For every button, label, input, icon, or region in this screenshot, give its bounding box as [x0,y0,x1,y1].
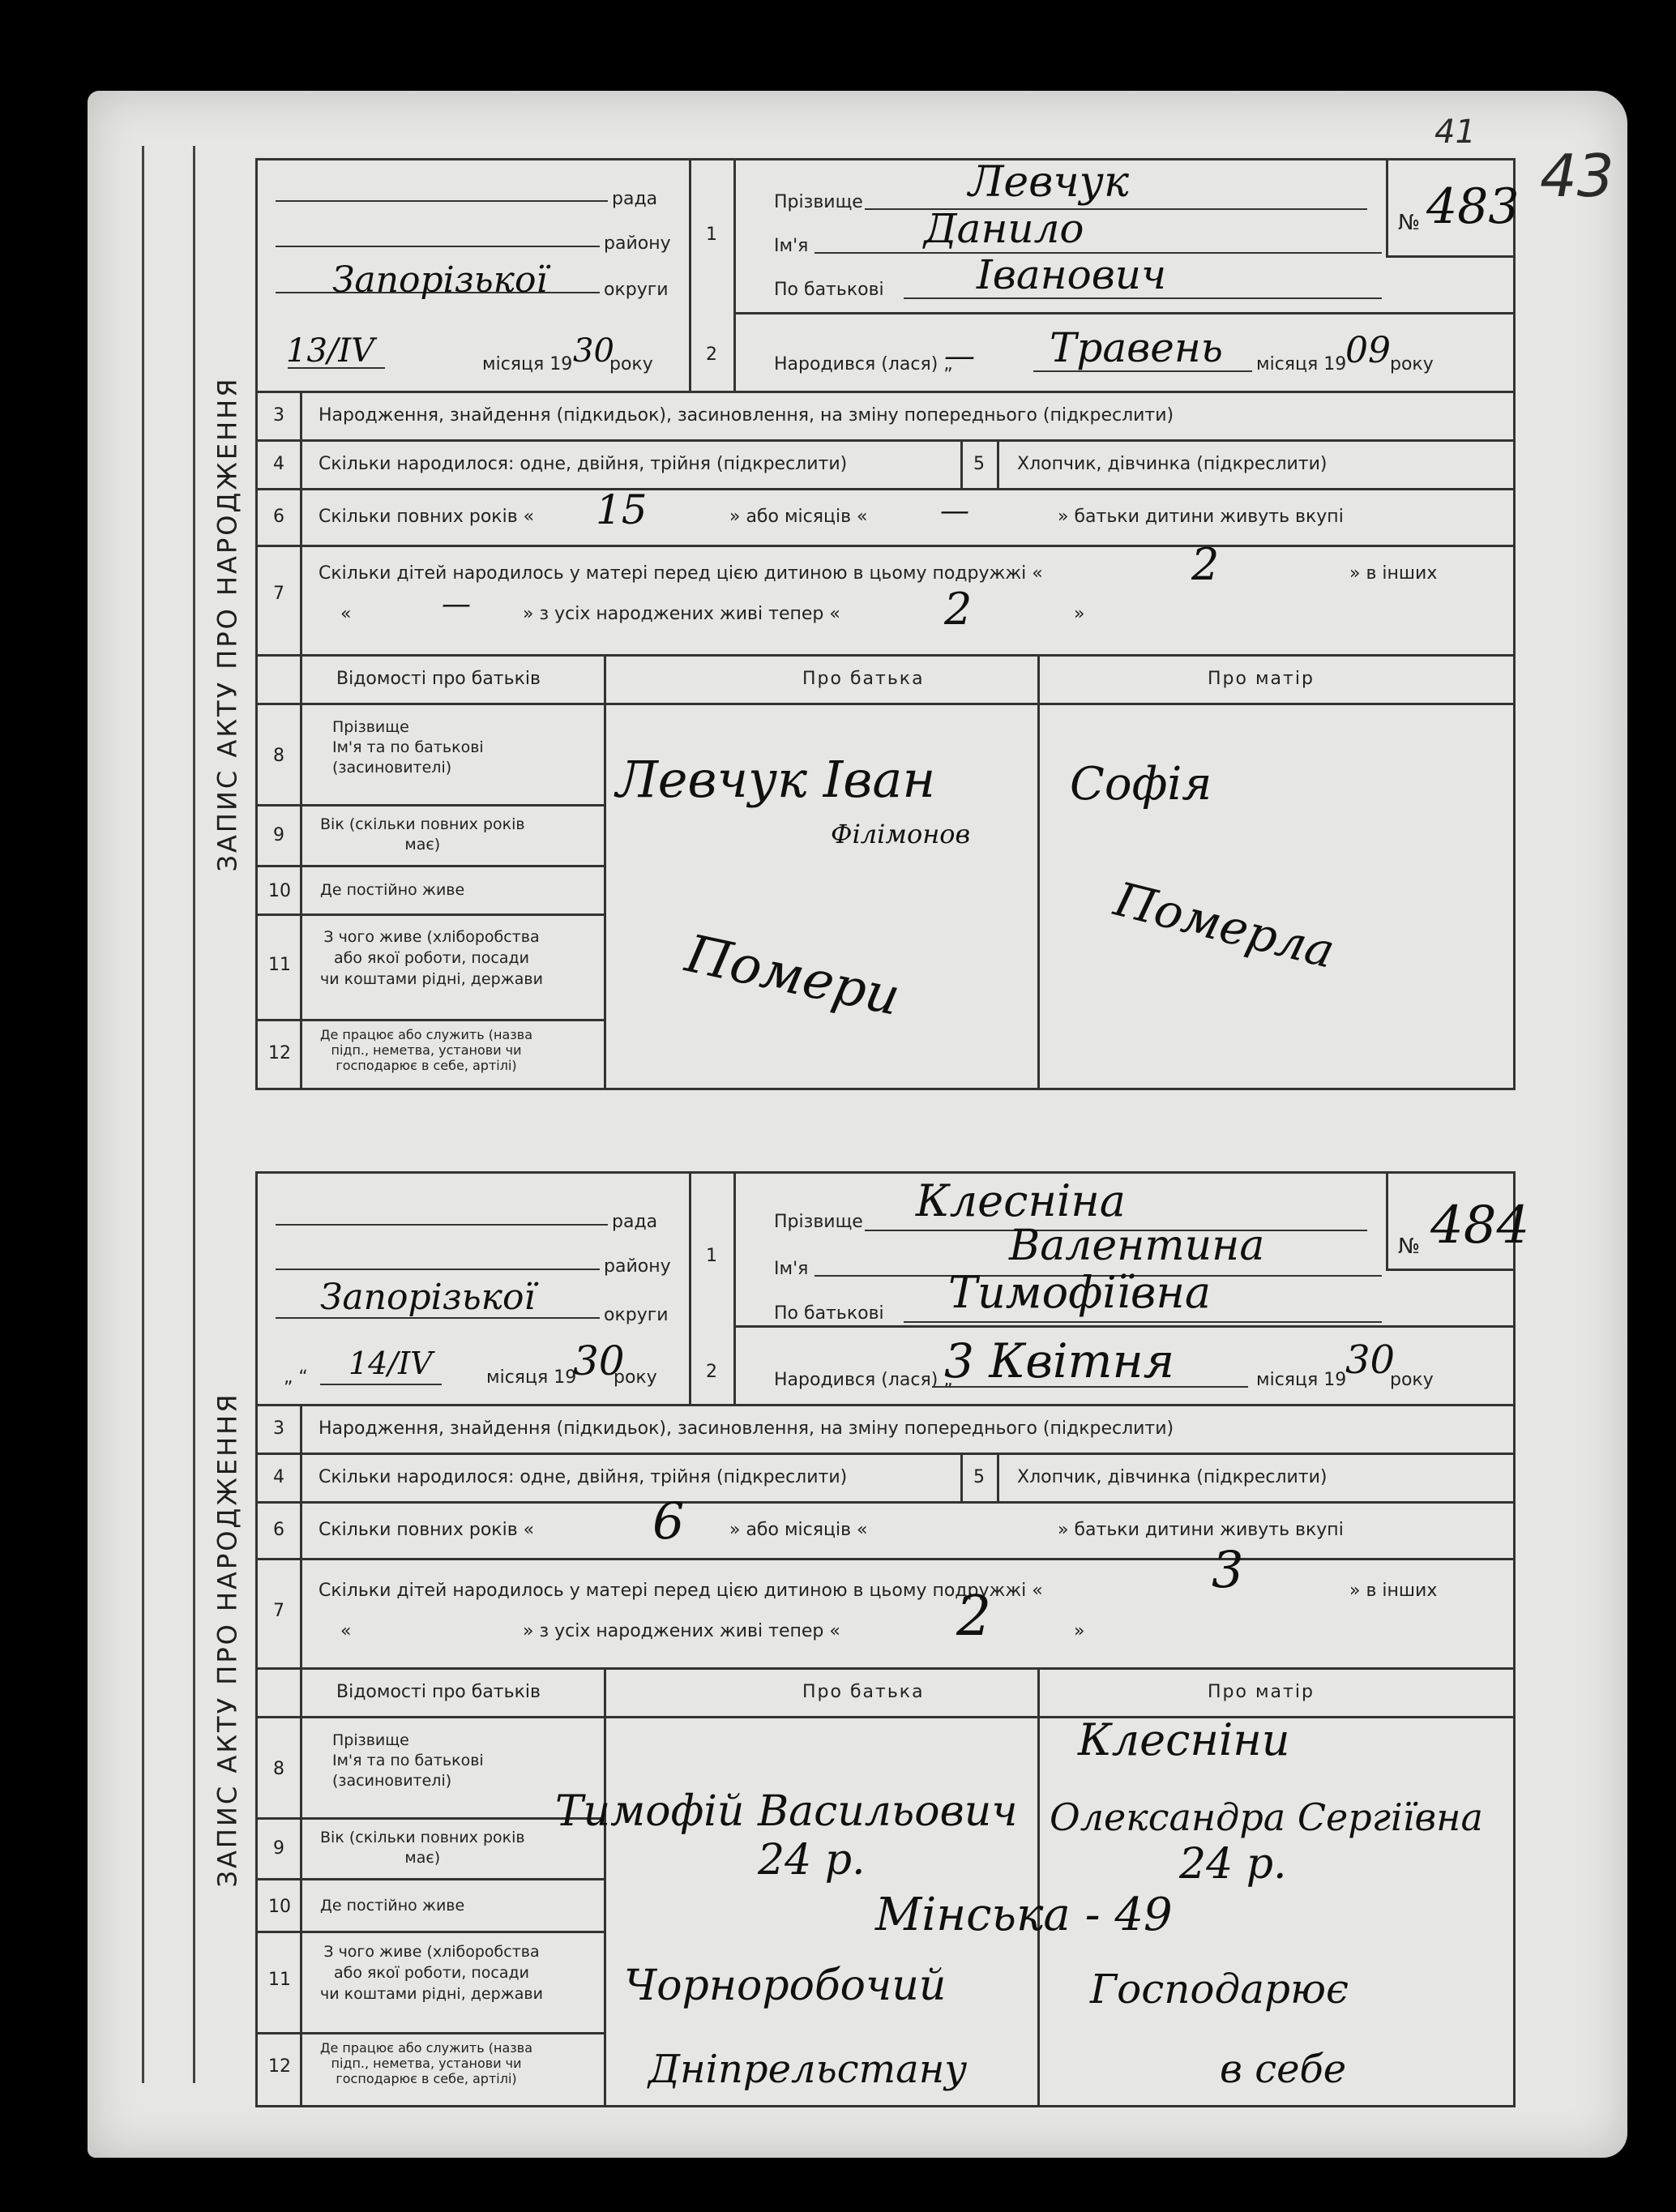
father-occupation: Чорноробочий [624,1962,947,2010]
side-title: ЗАПИС АКТУ ПРО НАРОДЖЕННЯ [212,376,243,872]
children-other: — [442,588,471,621]
record-number: 483 [1426,178,1520,235]
birth-day: — [944,338,975,374]
children-alive: 2 [956,1585,992,1649]
registration-date: 14/IV [348,1346,433,1381]
birth-day: 3 Квітня [944,1333,1175,1388]
child-patronymic: Іванович [977,251,1167,298]
months-together: — [940,494,969,528]
mother-age: 24 р. [1179,1840,1287,1889]
okruh-value: Запорізької [332,259,548,301]
birth-record-1: ЗАПИС АКТУ ПРО НАРОДЖЕННЯ рада району округи Запорізької 13/IV місяця 19 30 року 1 Прізвище Левчук Ім'я Данило По батькові Іванович № 483 2 Народився (лася) „ — Травень місяця 19 09 року 3 Народження, знайдення (підкидьок), засиновлення, на зміну попереднього (підкреслити) 4 Скільки народилося: одне, двійня, трійня (підкреслити) 5 Хлопчик, дівчинка (підкреслити) 6 Скільки повних років « 15 » або місяців « — » батьки дитини живуть вкупі 7 Скільки дітей народилось у матері перед цією дитиною в цьому подружжі « 2 » в інших « — » з усіх народжених живі тепер « 2 » Відомості про батьків Про батька Про матір 8 Прізвище Ім'я та по батькові (засиновителі) 9 Вік (скільки повних років має) 10 Де постійно живе 11 З чого живе (хліборобства або якої роботи, посади чи коштами рідні, держави 12 Де працює або служить (назва підп., неметва, установи чи господарює в себе, артілі) Левчук Іван Філімонов Софія Помери Померла [199,158,1516,1090]
child-surname: Левчук [968,158,1129,207]
side-title: ЗАПИС АКТУ ПРО НАРОДЖЕННЯ [212,1392,243,1887]
father-name: Левчук Іван [616,750,936,809]
registration-date: 13/IV [286,332,375,370]
child-name: Данило [924,205,1084,252]
years-together: 15 [596,486,648,533]
children-before: 2 [1191,539,1220,590]
birth-year: 09 [1345,330,1391,371]
record-number: 484 [1430,1196,1530,1256]
children-alive: 2 [944,584,973,635]
mother-name: Софія [1070,758,1212,811]
okruh-value: Запорізької [320,1277,536,1318]
mother-occupation: Господарює [1090,1966,1349,2013]
mother-name: Олександра Сергіївна [1050,1795,1483,1839]
father-patronymic: Філімонов [831,819,971,849]
page-number-top: 41 [1434,113,1476,151]
father-name: Тимофій Васильович [555,1787,1018,1836]
residence: Мінська - 49 [875,1889,1173,1941]
page-number-right: 43 [1540,142,1614,210]
father-age: 24 р. [758,1836,866,1885]
birth-year: 30 [1345,1337,1396,1383]
registration-year: 30 [573,1337,625,1384]
registration-year: 30 [573,332,614,370]
father-workplace: Дніпрельстану [648,2047,968,2092]
child-surname: Клесніна [916,1175,1126,1226]
birth-record-2: ЗАПИС АКТУ ПРО НАРОДЖЕННЯ рада району округи Запорізької „ “ 14/IV місяця 19 30 року 1 Прізвище Клесніна Ім'я Валентина По батькові Тимофіївна № 484 2 Народився (лася) „ 3 Квітня місяця 19 30 року 3 Народження, знайдення (підкидьок), засиновлення, на зміну попереднього (підкреслити) 4 Скільки народилося: одне, двійня, трійня (підкреслити) 5 Хлопчик, дівчинка (підкреслити) 6 Скільки повних років « 6 » або місяців « » батьки дитини живуть вкупі 7 Скільки дітей народилось у матері перед цією дитиною в цьому подружжі « 3 » в інших « » з усіх народжених живі тепер « 2 » Відомості про батьків Про батька Про матір 8 Прізвище Ім'я та по батькові (засиновителі) 9 Вік (скільки повних років має) 10 Де постійно живе 11 З чого живе (хліборобства або якої роботи, посади чи коштами рідні, держави 12 Де працює або служить (назва підп., неметва, установи чи господарює в себе, артілі) Клесніни Тимофій Васильович Олександра Сергіївна 24 р. 24 р. Мінська - 49 Чорноробочий Господарює Дніпрельстану в себе [199,1171,1516,2107]
mother-workplace: в себе [1220,2047,1347,2092]
children-before: 3 [1212,1540,1244,1599]
child-name: Валентина [1009,1222,1265,1270]
years-together: 6 [652,1491,685,1551]
child-patronymic: Тимофіївна [948,1267,1212,1318]
mother-occupation: Померла [1109,871,1340,979]
family-surname: Клесніни [1078,1714,1290,1765]
page-spine [142,146,195,2083]
birth-month: Травень [1050,324,1224,371]
father-occupation: Помери [680,924,905,1028]
